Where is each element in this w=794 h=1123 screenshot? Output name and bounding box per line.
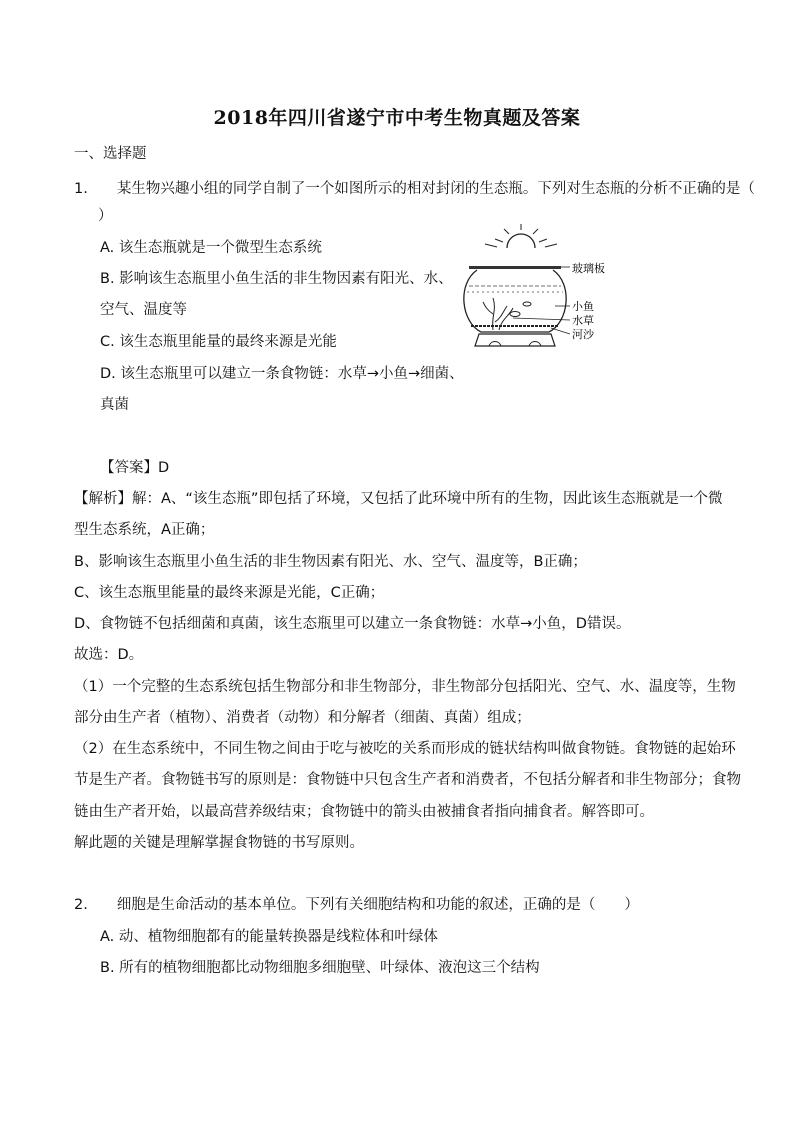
q1-analysis-line: 链由生产者开始，以最高营养级结束；食物链中的箭头由被捕食者指向捕食者。解答即可。	[74, 804, 654, 820]
water-weed-label: 水草	[572, 314, 594, 327]
river-sand-label: 河沙	[572, 328, 594, 341]
q1-option-b-line2: 空气、温度等	[100, 302, 187, 318]
q2-stem: 2. 细胞是生命活动的基本单位。下列有关细胞结构和功能的叙述，正确的是（ ）	[74, 897, 639, 913]
q2-option-b: B. 所有的植物细胞都比动物细胞多细胞壁、叶绿体、液泡这三个结构	[100, 960, 540, 976]
q2-option-a: A. 动、植物细胞都有的能量转换器是线粒体和叶绿体	[100, 929, 438, 945]
q1-analysis-line: 节是生产者。食物链书写的原则是：食物链中只包含生产者和消费者，不包括分解者和非生物部分；食物	[74, 772, 741, 788]
q1-analysis-line: 部分由生产者（植物）、消费者（动物）和分解者（细菌、真菌）组成；	[74, 710, 531, 726]
ecosystem-bottle-diagram	[455, 222, 605, 362]
bottle-outline	[464, 270, 566, 332]
glass-plate	[469, 266, 561, 269]
sun-icon	[507, 234, 535, 248]
q1-analysis-line: D、食物链不包括细菌和真菌，该生态瓶里可以建立一条食物链：水草→小鱼，D错误。	[74, 616, 631, 632]
q1-option-b-line1: B. 影响该生态瓶里小鱼生活的非生物因素有阳光、水、	[100, 271, 453, 287]
q1-answer: 【答案】D	[100, 460, 170, 476]
q1-stem-line2: ）	[98, 208, 113, 224]
q1-option-d-line2: 真菌	[100, 397, 129, 413]
fish-icon	[510, 312, 520, 317]
water-surface	[467, 286, 563, 292]
q1-analysis-line: 故选：D。	[74, 647, 144, 663]
fish-label: 小鱼	[572, 300, 594, 313]
q1-option-a: A. 该生态瓶就是一个微型生态系统	[100, 240, 322, 256]
q1-analysis-line: （1）一个完整的生态系统包括生物部分和非生物部分，非生物部分包括阳光、空气、水、温度等，生物	[74, 679, 736, 695]
label-leaders	[513, 267, 570, 334]
ecosystem-bottle-figure	[455, 222, 605, 362]
q1-option-d-line1: D. 该生态瓶里可以建立一条食物链：水草→小鱼→细菌、	[100, 366, 464, 382]
q1-analysis-line: （2）在生态系统中，不同生物之间由于吃与被吃的关系而形成的链状结构叫做食物链。食物链的起始环	[74, 741, 736, 757]
q1-analysis-line: 解此题的关键是理解掌握食物链的书写原则。	[74, 835, 364, 851]
section-heading: 一、选择题	[74, 146, 147, 162]
q1-analysis-line: B、影响该生态瓶里小鱼生活的非生物因素有阳光、水、空气、温度等，B正确；	[74, 554, 587, 570]
sun-rays	[485, 224, 557, 247]
fish-icon	[523, 302, 531, 306]
q1-option-c: C. 该生态瓶里能量的最终来源是光能	[100, 334, 337, 350]
q1-analysis-line: 【解析】解：A、“该生态瓶”即包括了环境，又包括了此环境中所有的生物，因此该生态瓶就是一个微	[74, 491, 723, 507]
page-title: 2018年四川省遂宁市中考生物真题及答案	[213, 107, 581, 129]
glass-plate-label: 玻璃板	[572, 262, 605, 275]
q1-analysis-line: C、该生态瓶里能量的最终来源是光能，C正确；	[74, 585, 385, 601]
q1-stem-line1: 1. 某生物兴趣小组的同学自制了一个如图所示的相对封闭的生态瓶。下列对生态瓶的分析不正确的是（	[74, 181, 755, 197]
q1-analysis-line: 型生态系统，A正确；	[74, 522, 215, 538]
bottle-base	[475, 334, 555, 346]
